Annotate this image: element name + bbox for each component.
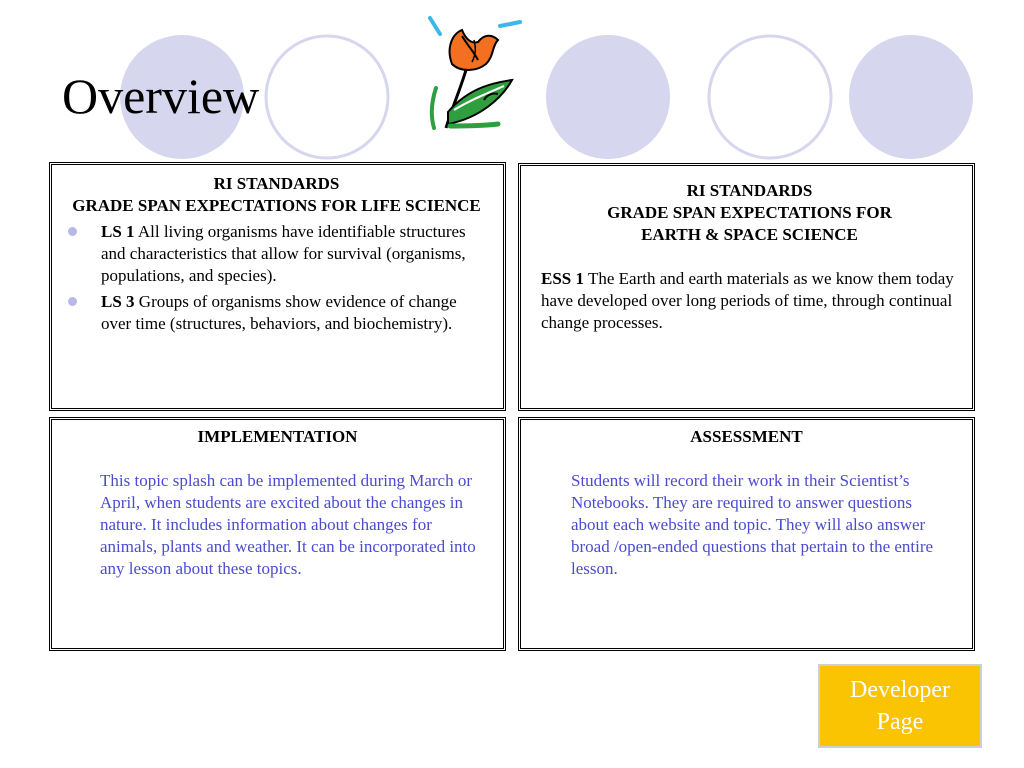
life-science-list: [64, 221, 489, 335]
earth-science-standard: ESS 1 The Earth and earth materials as we know them today have developed over long periods of time, through continual change processes.: [541, 269, 954, 332]
list-item: LS 1 All living organisms have identifiable structures and characteristics that allow for survival (organisms, populations, and species).: [64, 221, 489, 287]
assessment-heading: ASSESSMENT: [690, 427, 803, 446]
page-title: Overview: [62, 68, 260, 124]
earth-science-standards-box: [518, 163, 975, 411]
life-science-heading: RI STANDARDS GRADE SPAN EXPECTATIONS FOR LIFE SCIENCE: [72, 174, 481, 215]
bullet-icon: [68, 297, 77, 306]
earth-science-heading: RI STANDARDS GRADE SPAN EXPECTATIONS FOR EARTH & SPACE SCIENCE: [607, 181, 892, 244]
developer-page-button[interactable]: [818, 664, 982, 748]
assessment-text: Students will record their work in their Scientist’s Notebooks. They are required to answer questions about each website and topic. They will also answer broad /open-ended questions that pertain to the entire lesson.: [571, 471, 934, 578]
bullet-icon: [68, 227, 77, 236]
developer-page-label-line2: Page: [876, 709, 924, 735]
implementation-heading: IMPLEMENTATION: [197, 427, 358, 446]
assessment-box: [518, 417, 975, 651]
list-item: LS 3 Groups of organisms show evidence of change over time (structures, behaviors, and biochemistry).: [64, 291, 489, 335]
implementation-box: [49, 417, 506, 651]
developer-page-label-line1: Developer: [850, 677, 950, 703]
life-science-standards-box: [49, 162, 506, 411]
implementation-text: This topic splash can be implemented during March or April, when students are excited about the changes in nature. It includes information about changes for animals, plants and weather. It can be incorporated into any lesson about these topics.: [100, 471, 476, 578]
